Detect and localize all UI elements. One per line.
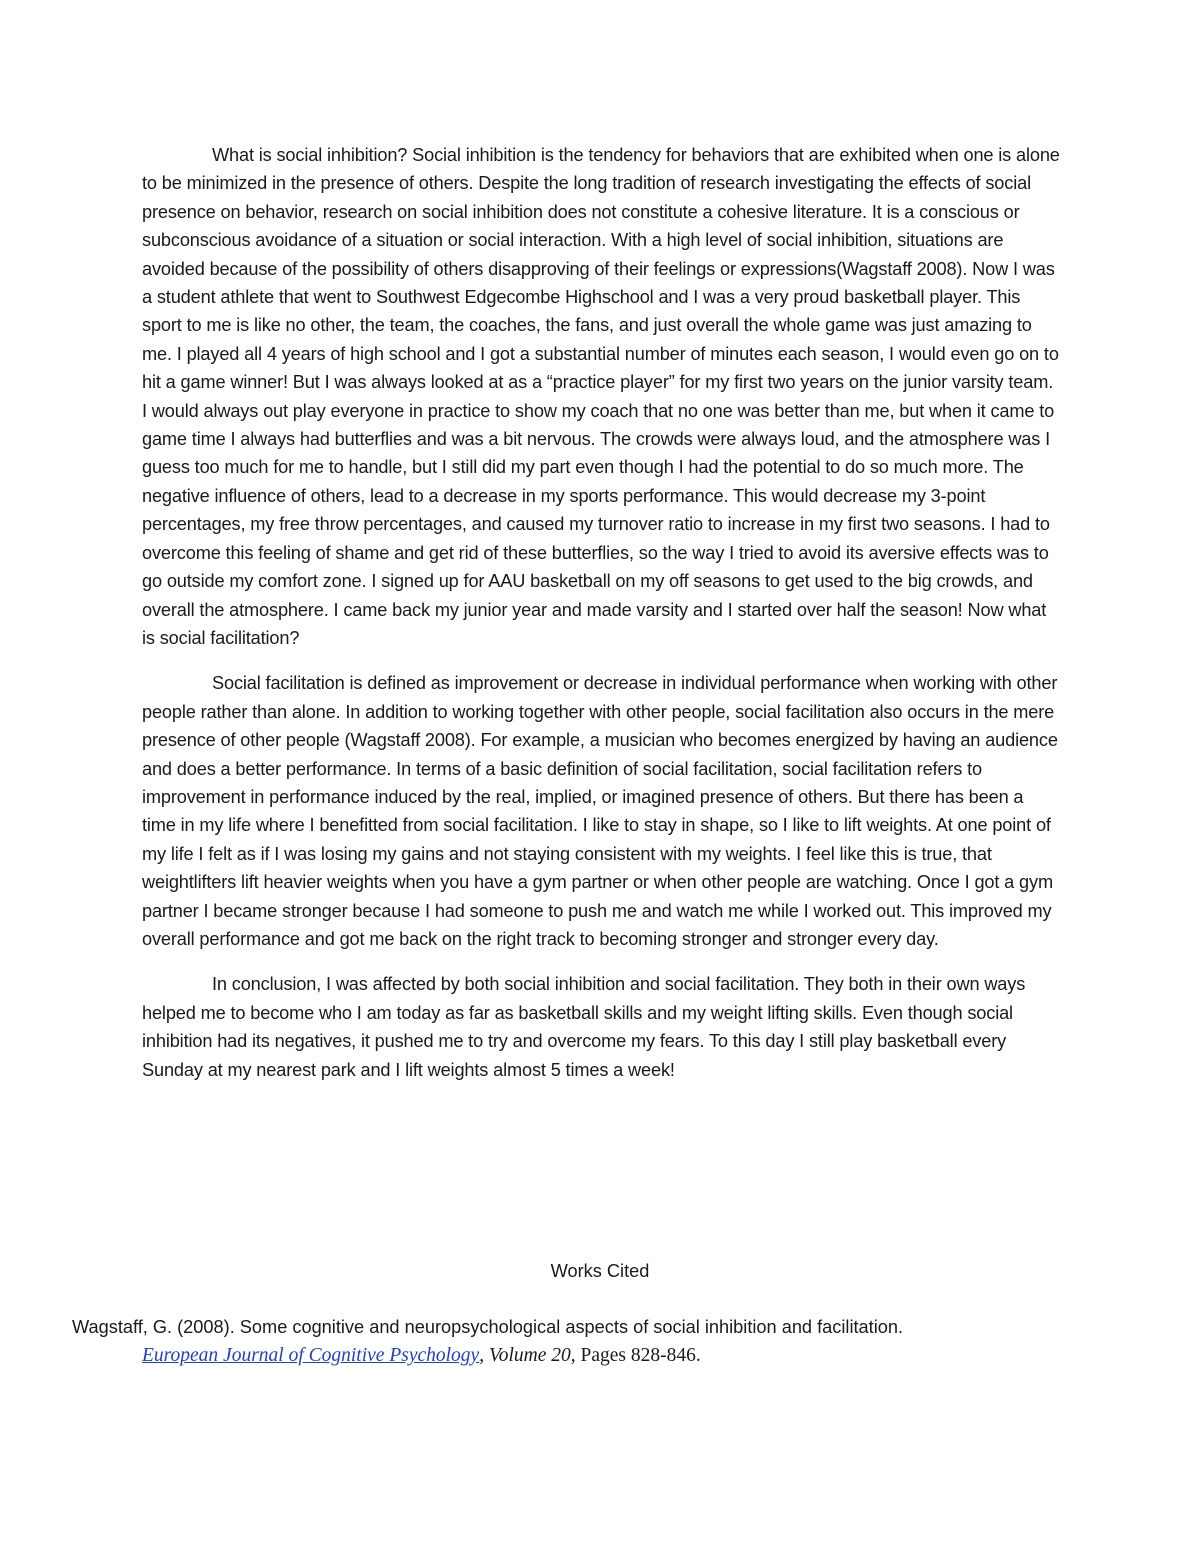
journal-link[interactable]: European Journal of Cognitive Psychology bbox=[142, 1345, 480, 1366]
paragraph-social-facilitation: Social facilitation is defined as improvement or decrease in individual performance when working with other people rather than alone. In addition to working together with other people, social facilitation also occurs in the mere presence of other people (Wagstaff 2008). For example, a musician who becomes energized by having an audience and does a better performance. In terms of a basic definition of social facilitation, social facilitation refers to improvement in performance induced by the real, implied, or imagined presence of others. But there has been a time in my life where I benefitted from social facilitation. I like to stay in shape, so I like to lift weights. At one point of my life I felt as if I was losing my gains and not staying consistent with my weights. I feel like this is true, that weightlifters lift heavier weights when you have a gym partner or when other people are watching. Once I got a gym partner I became stronger because I had someone to push me and watch me while I worked out. This improved my overall performance and got me back on the right track to becoming stronger and stronger every day. bbox=[142, 673, 1058, 949]
works-cited-heading: Works Cited bbox=[550, 1261, 650, 1281]
citation-volume: Volume 20 bbox=[488, 1345, 571, 1366]
essay-body bbox=[142, 141, 1060, 1101]
citation-pages: , Pages 828-846. bbox=[570, 1345, 701, 1366]
citation-source bbox=[72, 1341, 1112, 1371]
paragraph-conclusion: In conclusion, I was affected by both social inhibition and social facilitation. They both in their own ways helped me to become who I am today as far as basketball skills and my weight lifting skills. Even though social inhibition had its negatives, it pushed me to try and overcome my fears. To this day I still play basketball every Sunday at my nearest park and I lift weights almost 5 times a week! bbox=[142, 974, 1026, 1080]
citation-comma: , bbox=[479, 1345, 489, 1366]
citation-entry bbox=[72, 1313, 1112, 1371]
paragraph-social-inhibition: What is social inhibition? Social inhibition is the tendency for behaviors that are exhibited when one is alone to be minimized in the presence of others. Despite the long tradition of research investigating the effects of social presence on behavior, research on social inhibition does not constitute a cohesive literature. It is a conscious or subconscious avoidance of a situation or social interaction. With a high level of social inhibition, situations are avoided because of the possibility of others disapproving of their feelings or expressions(Wagstaff 2008). Now I was a student athlete that went to Southwest Edgecombe Highschool and I was a very proud basketball player. This sport to me is like no other, the team, the coaches, the fans, and just overall the whole game was just amazing to me. I played all 4 years of high school and I got a substantial number of minutes each season, I would even go on to hit a game winner! But I was always looked at as a “practice player” for my first two years on the junior varsity team. I would always out play everyone in practice to show my coach that no one was better than me, but when it came to game time I always had butterflies and was a bit nervous. The crowds were always loud, and the atmosphere was I guess too much for me to handle, but I still did my part even though I had the potential to do so much more. The negative influence of others, lead to a decrease in my sports performance. This would decrease my 3-point percentages, my free throw percentages, and caused my turnover ratio to increase in my first two seasons. I had to overcome this feeling of shame and get rid of these butterflies, so the way I tried to avoid its aversive effects was to go outside my comfort zone. I signed up for AAU basketball on my off seasons to get used to the big crowds, and overall the atmosphere. I came back my junior year and made varsity and I started over half the season! Now what is social facilitation? bbox=[142, 145, 1060, 648]
citation-author-title: Wagstaff, G. (2008). Some cognitive and neuropsychological aspects of social inhibition and facilitation. bbox=[72, 1317, 904, 1337]
